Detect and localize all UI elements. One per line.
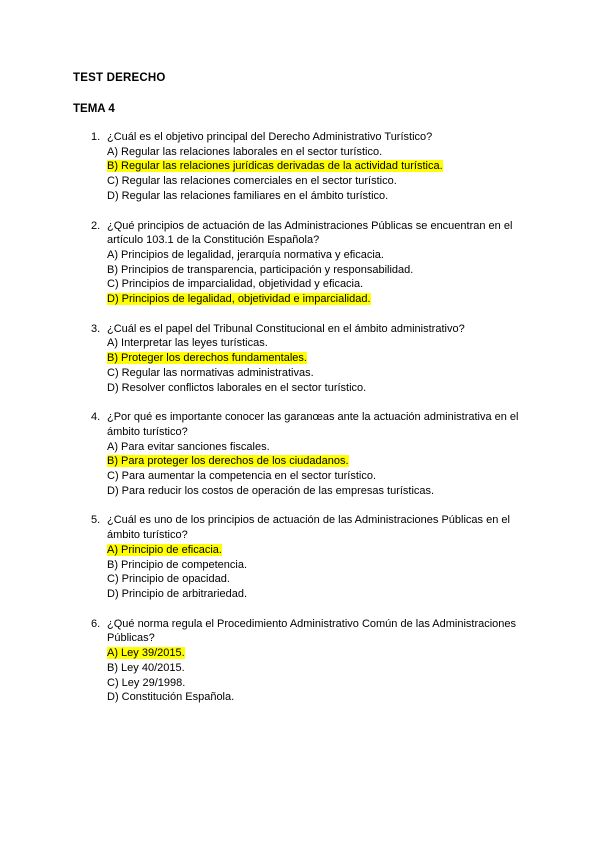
question-text: ¿Cuál es uno de los principios de actuación de las Administraciones Públicas en el ámbito turístico? [107,514,510,542]
option-text: C) Regular las relaciones comerciales en el sector turístico. [107,175,397,188]
option-text-highlighted: A) Ley 39/2015. [107,647,185,660]
answer-option [107,277,527,292]
question-number: 4. [91,411,101,424]
answer-option [107,145,527,160]
answer-option [107,661,527,676]
answer-option [107,174,527,189]
question-item [0,617,600,705]
option-text: A) Regular las relaciones laborales en el sector turístico. [107,145,383,158]
question-item [0,322,600,396]
answer-option [107,189,527,204]
option-text: B) Principios de transparencia, participación y responsabilidad. [107,263,414,276]
question-item [0,130,600,204]
answer-option [107,587,527,602]
option-text: C) Para aumentar la competencia en el sector turístico. [107,470,377,483]
answer-option [107,484,527,499]
option-text: C) Principios de imparcialidad, objetividad y eficacia. [107,278,364,291]
answer-option [107,572,527,587]
document-title: TEST DERECHO [73,72,166,84]
option-text: D) Regular las relaciones familiares en el ámbito turístico. [107,189,389,202]
option-text-highlighted: B) Proteger los derechos fundamentales. [107,352,307,365]
option-text-highlighted: B) Para proteger los derechos de los ciudadanos. [107,455,349,468]
question-text: ¿Cuál es el objetivo principal del Derecho Administrativo Turístico? [107,131,433,143]
question-number: 1. [91,131,101,143]
question-item [0,410,600,498]
question-item [0,219,600,307]
option-text: D) Principio de arbitrariedad. [107,587,248,600]
answer-option [107,690,527,705]
question-number: 5. [91,514,101,527]
answer-option [107,646,527,661]
answer-option [107,351,527,366]
answer-option [107,454,527,469]
question-item [0,513,600,601]
question-text: ¿Por qué es importante conocer las garanœas ante la actuación administrativa en el ámbito turístico? [107,411,519,438]
option-text: D) Para reducir los costos de operación de las empresas turísticas. [107,484,435,497]
option-text-highlighted: D) Principios de legalidad, objetividad e imparcialidad. [107,293,371,306]
answer-option [107,159,527,174]
option-text: C) Regular las normativas administrativas. [107,366,314,379]
answer-option [107,558,527,573]
question-number: 6. [91,617,101,630]
answer-option [107,543,527,558]
option-text: B) Principio de competencia. [107,558,248,571]
question-text: ¿Cuál es el papel del Tribunal Constitucional en el ámbito administrativo? [107,322,465,335]
option-text: A) Para evitar sanciones fiscales. [107,440,270,453]
section-title: TEMA 4 [73,103,115,115]
option-text: A) Interpretar las leyes turísticas. [107,337,268,350]
question-text: ¿Qué norma regula el Procedimiento Administrativo Común de las Administraciones Públicas? [107,617,517,645]
option-text-highlighted: A) Principio de eficacia. [107,543,222,556]
answer-option [107,381,527,396]
option-text: B) Ley 40/2015. [107,661,185,674]
answer-option [107,469,527,484]
question-text: ¿Qué principios de actuación de las Administraciones Públicas se encuentran en el artículo 103.1 de la Constitución Española? [107,219,513,247]
answer-option [107,292,527,307]
answer-option [107,676,527,691]
option-text: D) Constitución Española. [107,691,235,704]
option-text: C) Ley 29/1998. [107,676,186,689]
option-text: A) Principios de legalidad, jerarquía normativa y eficacia. [107,248,384,261]
answer-option [107,263,527,278]
answer-option [107,248,527,263]
option-text: D) Resolver conflictos laborales en el sector turístico. [107,381,367,394]
question-list [0,130,600,720]
answer-option [107,440,527,455]
answer-option [107,366,527,381]
question-number: 2. [91,219,101,232]
option-text: C) Principio de opacidad. [107,573,230,586]
question-number: 3. [91,322,101,335]
option-text-highlighted: B) Regular las relaciones jurídicas derivadas de la actividad turística. [107,160,443,173]
answer-option [107,336,527,351]
